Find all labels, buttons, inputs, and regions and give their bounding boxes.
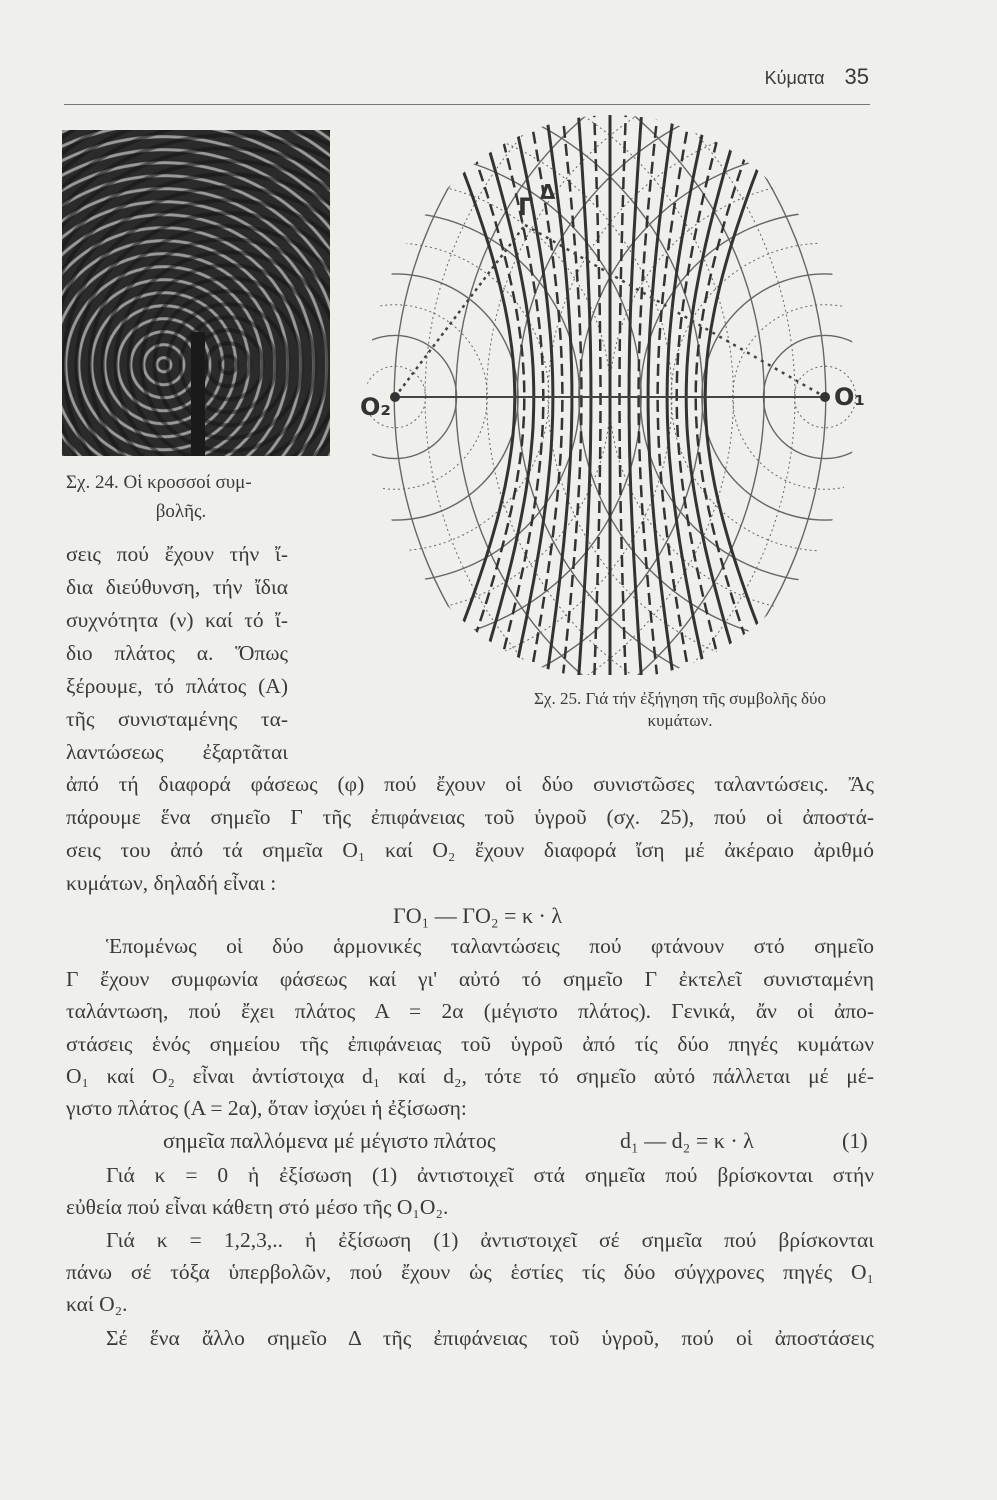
text-line: Γ ἔχουν συμφωνία φάσεως καί γι' αὐτό τό σημεῖο Γ ἐκτελεῖ συνισταμένη <box>66 967 874 991</box>
figure-25-caption <box>530 688 830 732</box>
equation-2-label: σημεῖα παλλόμενα μέ μέγιστο πλάτος <box>163 1128 496 1153</box>
text-line: καί O₂. <box>66 1292 128 1316</box>
text-line: τῆς συνισταμένης τα- <box>66 707 288 731</box>
label-gamma: Γ <box>518 193 534 221</box>
text-line: Γιά κ = 1,2,3,.. ἡ ἐξίσωση (1) ἀντιστοιχεῖ σέ σημεῖα πού βρίσκονται <box>106 1228 874 1252</box>
page-number: 35 <box>844 64 869 89</box>
header-rule <box>64 104 870 105</box>
caption-line: κυμάτων. <box>647 711 713 730</box>
equation-1: ΓO₁ — ΓO₂ = κ · λ <box>393 903 563 928</box>
text-line: σεις του ἀπό τά σημεῖα O₁ καί O₂ ἔχουν διαφορά ἴση μέ ἀκέραιο ἀριθμό <box>66 838 874 862</box>
text-line: Ἑπομένως οἱ δύο ἁρμονικές ταλαντώσεις πού φτάνουν στό σημεῖο <box>106 934 874 958</box>
label-o2: O₂ <box>360 393 391 421</box>
section-title: Κύματα <box>764 68 825 88</box>
equation-2-formula: d₁ — d₂ = κ · λ <box>620 1128 754 1153</box>
running-header <box>765 64 869 90</box>
circle-o2-wavefront <box>340 115 795 675</box>
text-line: Γιά κ = 0 ἡ ἐξίσωση (1) ἀντιστοιχεῖ στά σημεῖα πού βρίσκονται στήν <box>106 1163 874 1187</box>
interference-diagram <box>340 115 880 675</box>
caption-line: Σχ. 25. Γιά τήν ἐξήγηση τῆς συμβολῆς δύο <box>534 689 826 708</box>
label-delta: Δ <box>540 180 556 204</box>
label-o1: O₁ <box>834 383 865 411</box>
text-line: ταλάντωση, πού ἔχει πλάτος Α = 2α (μέγιστο πλάτος). Γενικά, ἄν οἱ ἀπο- <box>66 999 874 1023</box>
text-line: σεις πού ἔχουν τήν ἴ- <box>66 542 288 566</box>
interference-fringes-photo <box>62 130 330 456</box>
source-o2-point <box>390 392 400 402</box>
caption-line: βολῆς. <box>155 501 207 522</box>
figure-24-caption <box>66 468 296 526</box>
text-line: δια διεύθυνση, τήν ἴδια <box>66 575 288 599</box>
text-line: στάσεις ἑνός σημείου τῆς ἐπιφάνειας τοῦ ὑγροῦ ἀπό τίς δύο πηγές κυμάτων <box>66 1032 874 1056</box>
text-line: εὐθεία πού εἶναι κάθετη στό μέσο τῆς O₁O₂. <box>66 1195 449 1219</box>
text-line: O₁ καί O₂ εἶναι ἀντίστοιχα d₁ καί d₂, τότε τό σημεῖο αὐτό πάλλεται μέ μέ- <box>66 1064 874 1088</box>
text-line: πάρουμε ἕνα σημεῖο Γ τῆς ἐπιφάνειας τοῦ ὑγροῦ (σχ. 25), πού οἱ ἀποστά- <box>66 805 874 829</box>
text-line: γιστο πλάτος (Α = 2α), ὅταν ἰσχύει ἡ ἐξίσωση: <box>66 1096 467 1120</box>
source-o1-point <box>820 392 830 402</box>
caption-line: Σχ. 24. Οἱ κροσσοί συμ- <box>66 472 252 493</box>
text-line: συχνότητα (ν) καί τό ἴ- <box>66 608 288 632</box>
circle-o1-wavefront <box>425 115 880 675</box>
text-line: διο πλάτος α. Ὅπως <box>66 641 288 665</box>
text-line: ξέρουμε, τό πλάτος (Α) <box>66 674 288 698</box>
minimum-hyperbola <box>393 115 563 675</box>
text-line: πάνω σέ τόξα ὑπερβολῶν, πού ἔχουν ὡς ἑστίες τίς δύο σύγχρονες πηγές O₁ <box>66 1260 874 1284</box>
text-line: λαντώσεως ἐξαρτᾶται <box>66 740 288 764</box>
text-line: ἀπό τή διαφορά φάσεως (φ) πού ἔχουν οἱ δύο συνιστῶσες ταλαντώσεις. Ἄς <box>66 772 874 796</box>
text-line: κυμάτων, δηλαδή εἶναι : <box>66 871 277 895</box>
text-line: Σέ ἕνα ἄλλο σημεῖο Δ τῆς ἐπιφάνειας τοῦ ὑγροῦ, πού οἱ ἀποστάσεις <box>106 1326 874 1350</box>
equation-2-number: (1) <box>842 1128 868 1153</box>
